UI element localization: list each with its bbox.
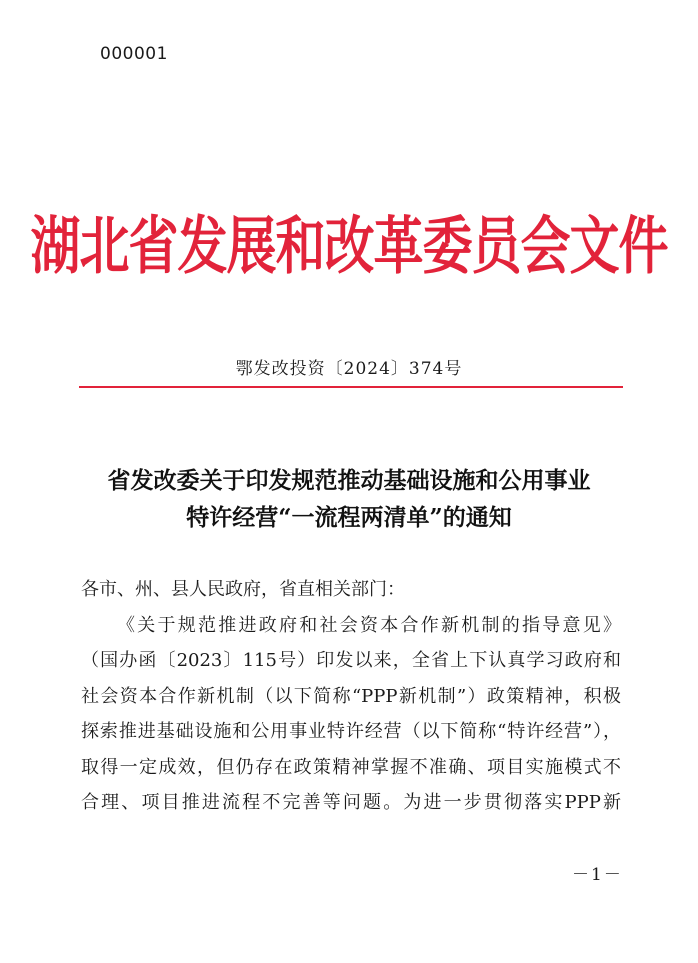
document-body: [81, 572, 621, 821]
salutation: 各市、州、县人民政府，省直相关部门：: [81, 579, 405, 600]
body-line: 社会资本合作新机制（以下简称“PPP新机制”）政策精神，积极: [81, 685, 621, 707]
body-line: （国办函〔2023〕115号）印发以来，全省上下认真学习政府和: [81, 650, 621, 671]
document-title: [0, 462, 698, 536]
red-separator-line: [79, 386, 623, 388]
body-line: 《关于规范推进政府和社会资本合作新机制的指导意见》: [117, 614, 621, 636]
document-number: 鄂发改投资〔2024〕374号: [235, 359, 463, 379]
title-line-2: 特许经营“一流程两清单”的通知: [186, 504, 512, 531]
body-line: 合理、项目推进流程不完善等问题。为进一步贯彻落实PPP新: [81, 792, 621, 813]
title-line-1: 省发改委关于印发规范推动基础设施和公用事业: [107, 467, 591, 494]
document-serial-number: 000001: [100, 44, 168, 64]
body-line: 取得一定成效，但仍存在政策精神掌握不准确、项目实施模式不: [81, 756, 621, 778]
issuing-authority-heading: 湖北省发展和改革委员会文件: [30, 208, 668, 283]
page-number: －1－: [572, 865, 623, 885]
body-line: 探索推进基础设施和公用事业特许经营（以下简称“特许经营”），: [81, 721, 621, 742]
